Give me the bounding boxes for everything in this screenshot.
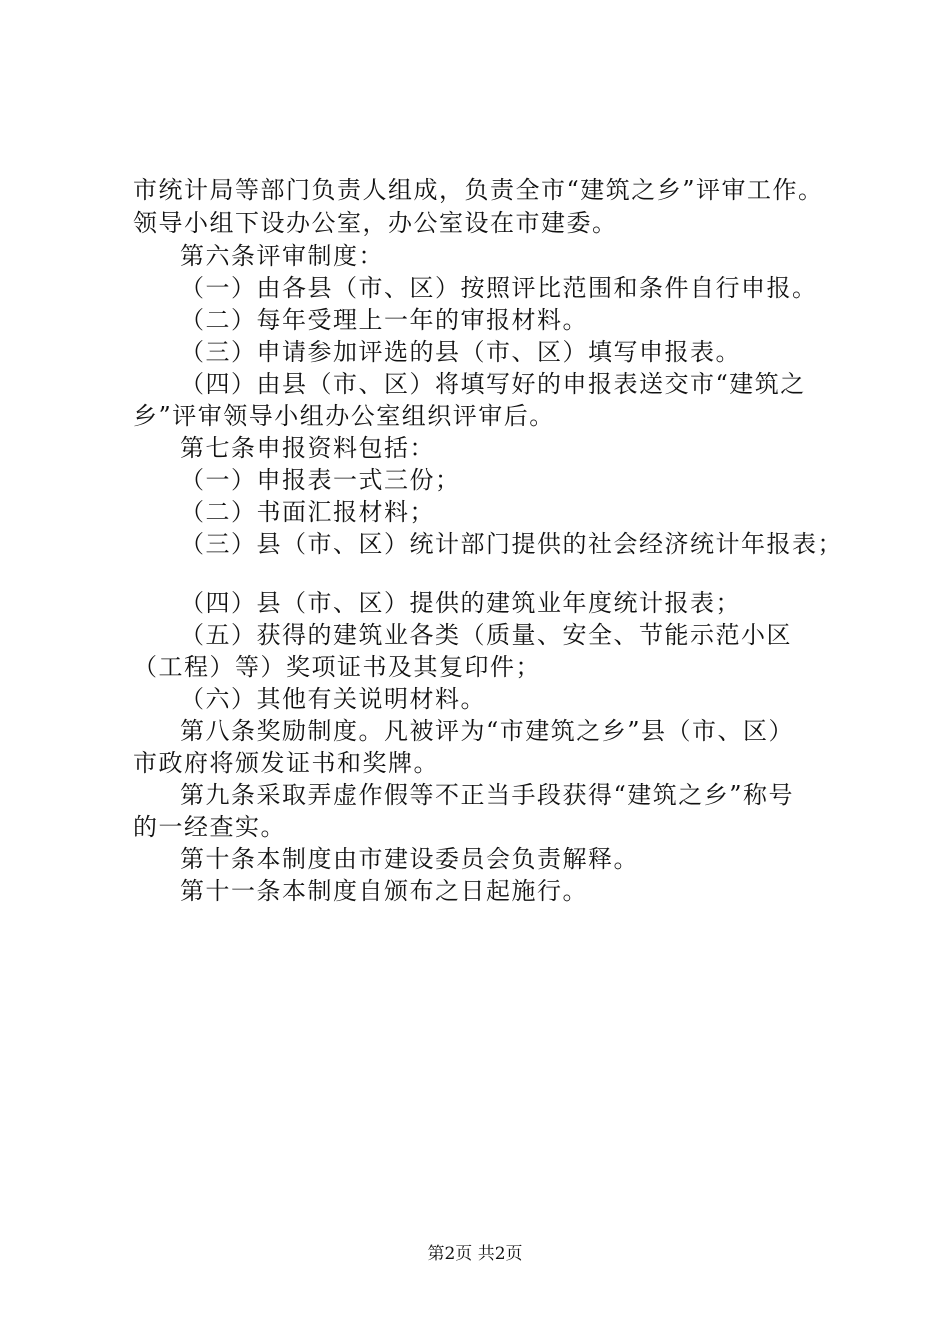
text-line-6: （三）申请参加评选的县（市、区）填写申报表。 bbox=[180, 338, 741, 366]
text-line-3: 第六条评审制度： bbox=[180, 242, 384, 270]
text-line-1: 市统计局等部门负责人组成，负责全市“建筑之乡”评审工作。 bbox=[133, 176, 824, 204]
text-line-14: （五）获得的建筑业各类（质量、安全、节能示范小区 bbox=[180, 621, 792, 649]
text-line-11: （二）书面汇报材料； bbox=[180, 498, 435, 526]
text-line-12: （三）县（市、区）统计部门提供的社会经济统计年报表； bbox=[180, 530, 843, 558]
text-line-13: （四）县（市、区）提供的建筑业年度统计报表； bbox=[180, 589, 741, 617]
text-line-20: 的一经查实。 bbox=[133, 813, 286, 841]
text-line-21: 第十条本制度由市建设委员会负责解释。 bbox=[180, 845, 639, 873]
text-line-5: （二）每年受理上一年的审报材料。 bbox=[180, 306, 588, 334]
text-line-8: 乡”评审领导小组办公室组织评审后。 bbox=[133, 402, 555, 430]
text-line-22: 第十一条本制度自颁布之日起施行。 bbox=[180, 877, 588, 905]
text-line-4: （一）由各县（市、区）按照评比范围和条件自行申报。 bbox=[180, 274, 818, 302]
text-line-7: （四）由县（市、区）将填写好的申报表送交市“建筑之 bbox=[180, 370, 806, 398]
text-line-19: 第九条采取弄虚作假等不正当手段获得“建筑之乡”称号 bbox=[180, 781, 795, 809]
text-line-2: 领导小组下设办公室，办公室设在市建委。 bbox=[133, 209, 618, 237]
text-line-18: 市政府将颁发证书和奖牌。 bbox=[133, 749, 439, 777]
page-number-footer: 第2页 共2页 bbox=[427, 1244, 523, 1264]
text-line-9: 第七条申报资料包括： bbox=[180, 434, 435, 462]
text-line-16: （六）其他有关说明材料。 bbox=[180, 685, 486, 713]
text-line-10: （一）申报表一式三份； bbox=[180, 466, 461, 494]
text-line-15: （工程）等）奖项证书及其复印件； bbox=[133, 653, 541, 681]
text-line-17: 第八条奖励制度。凡被评为“市建筑之乡”县（市、区） bbox=[180, 717, 795, 745]
